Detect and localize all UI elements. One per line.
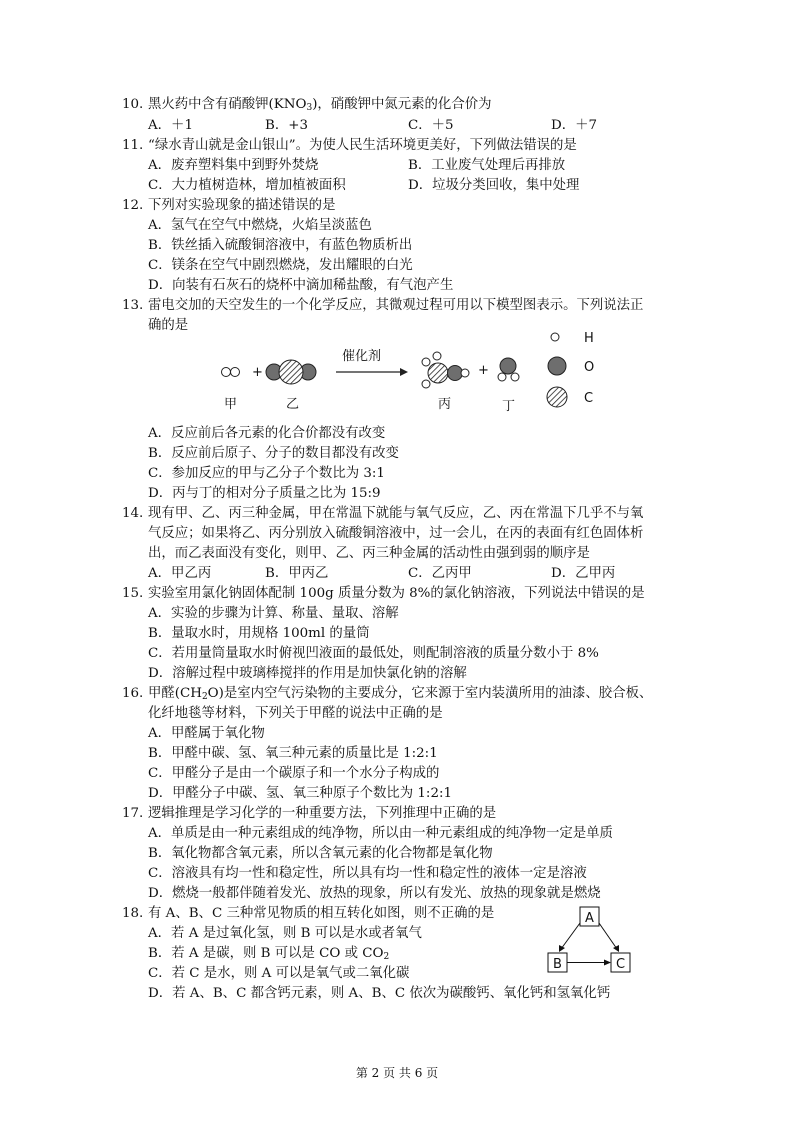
question-text-cont: 化纤地毯等材料，下列关于甲醛的说法中正确的是 xyxy=(148,706,443,721)
question-11 xyxy=(122,136,577,156)
page-footer: 第 2 页 共 6 页 xyxy=(355,1066,439,1080)
molecule-jia xyxy=(222,368,240,377)
question-text-cont: )，硝酸钾中氮元素的化合价为 xyxy=(312,97,492,112)
label-bing: 丙 xyxy=(438,397,452,412)
question-number: 12. xyxy=(122,198,144,213)
question-text-cont: 确的是 xyxy=(148,318,189,333)
arrow-head-icon xyxy=(400,368,408,376)
arrow-head-icon xyxy=(559,945,565,952)
option-c: C．溶液具有均一性和稳定性，所以具有均一性和稳定性的液体一定是溶液 xyxy=(148,866,587,881)
molecule-bing xyxy=(422,352,469,388)
question-number: 15. xyxy=(122,586,144,601)
option-b-text: B．若 A 是碳，则 B 可以是 CO 或 CO xyxy=(148,946,384,961)
legend-o-atom xyxy=(548,357,566,375)
box-c-label: C xyxy=(615,957,626,972)
option-a: A．甲醛属于氧化物 xyxy=(148,726,265,741)
option-a: A．甲乙丙 xyxy=(148,566,212,581)
question-text: 下列对实验现象的描述错误的是 xyxy=(148,198,336,213)
option-b: B．量取水时，用规格 100ml 的量筒 xyxy=(148,626,370,641)
box-b-label: B xyxy=(553,957,562,972)
option-c: C．甲醛分子是由一个碳原子和一个水分子构成的 xyxy=(148,766,440,781)
subscript: 2 xyxy=(201,692,208,702)
label-ding: 丁 xyxy=(502,399,516,414)
question-number: 11. xyxy=(122,138,144,153)
plus-sign: + xyxy=(252,365,263,380)
option-d: D．若 A、B、C 都含钙元素，则 A、B、C 依次为碳酸钙、氧化钙和氢氧化钙 xyxy=(148,986,611,1001)
question-number: 14. xyxy=(122,506,144,521)
arrow-a-to-b xyxy=(561,923,580,949)
question-text: “绿水青山就是金山银山”。为使人民生活环境更美好，下列做法错误的是 xyxy=(148,138,577,153)
arrow-a-to-c xyxy=(599,923,617,949)
option-c: C．若用量筒量取水时俯视凹液面的最低处，则配制溶液的质量分数小于 8% xyxy=(148,646,599,661)
option-c: C．大力植树造林，增加植被面积 xyxy=(148,178,346,193)
option-d: D．丙与丁的相对分子质量之比为 15:9 xyxy=(148,486,381,501)
question-text: 有 A、B、C 三种常见物质的相互转化如图，则不正确的是 xyxy=(148,906,495,921)
legend-h-label: H xyxy=(584,331,594,346)
label-jia: 甲 xyxy=(224,397,238,412)
option-a: A．反应前后各元素的化合价都没有改变 xyxy=(148,426,386,441)
option-a: A．氢气在空气中燃烧，火焰呈淡蓝色 xyxy=(148,218,372,233)
question-13 xyxy=(122,296,643,316)
question-text-cont: O)是室内空气污染物的主要成分，它来源于室内装潢所用的油漆、胶合板、 xyxy=(207,686,653,701)
option-a: A．实验的步骤为计算、称量、量取、溶解 xyxy=(148,606,399,621)
option-a: A．若 A 是过氧化氢，则 B 可以是水或者氧气 xyxy=(148,926,422,941)
option-b: B．甲醛中碳、氢、氧三种元素的质量比是 1:2:1 xyxy=(148,746,438,761)
option-d: D．垃圾分类回收，集中处理 xyxy=(408,178,580,193)
option-b: B．反应前后原子、分子的数目都没有改变 xyxy=(148,446,399,461)
option-c: C．镁条在空气中剧烈燃烧，发出耀眼的白光 xyxy=(148,258,413,273)
option-a: A．＋1 xyxy=(148,118,193,133)
arrow-head-icon xyxy=(604,960,611,966)
option-b: B．氧化物都含氧元素，所以含氧元素的化合物都是氧化物 xyxy=(148,846,493,861)
option-c: C．若 C 是水，则 A 可以是氧气或二氧化碳 xyxy=(148,966,410,981)
subscript: 2 xyxy=(383,952,390,962)
label-yi: 乙 xyxy=(286,397,300,412)
question-text: 现有甲、乙、丙三种金属，甲在常温下就能与氧气反应，乙、丙在常温下几乎不与氧 xyxy=(148,506,644,521)
question-18 xyxy=(122,904,494,924)
option-c: C．＋5 xyxy=(408,118,454,133)
catalyst-label: 催化剂 xyxy=(342,349,382,364)
option-c: C．乙丙甲 xyxy=(408,566,472,581)
legend-c-label: C xyxy=(584,391,594,406)
option-a: A．废弃塑料集中到野外焚烧 xyxy=(148,158,319,173)
subscript: 3 xyxy=(306,103,313,113)
question-text: 逻辑推理是学习化学的一种重要方法，下列推理中正确的是 xyxy=(148,806,497,821)
question-number: 10. xyxy=(122,97,144,112)
option-b: B．工业废气处理后再排放 xyxy=(408,158,566,173)
question-12 xyxy=(122,196,335,216)
arrow-head-icon xyxy=(613,945,619,952)
conversion-diagram xyxy=(545,905,635,975)
question-number: 13. xyxy=(122,298,144,313)
question-text: 实验室用氯化钠固体配制 100g 质量分数为 8%的氯化钠溶液，下列说法中错误的是 xyxy=(148,586,645,601)
option-d: D．乙甲丙 xyxy=(551,566,616,581)
option-a: A．单质是由一种元素组成的纯净物，所以由一种元素组成的纯净物一定是单质 xyxy=(148,826,613,841)
question-number: 16. xyxy=(122,686,144,701)
legend-h-atom xyxy=(551,333,559,341)
option-d: D．向装有石灰石的烧杯中滴加稀盐酸，有气泡产生 xyxy=(148,278,454,293)
option-d: D．＋7 xyxy=(551,118,598,133)
question-text: 黑火药中含有硝酸钾(KNO xyxy=(148,97,307,112)
option-b: B．铁丝插入硫酸铜溶液中，有蓝色物质析出 xyxy=(148,238,413,253)
molecule-ding xyxy=(498,358,519,381)
question-14 xyxy=(122,504,643,524)
question-17 xyxy=(122,804,496,824)
option-d: D．燃烧一般都伴随着发光、放热的现象，所以有发光、放热的现象就是燃烧 xyxy=(148,886,601,901)
question-number: 18. xyxy=(122,906,144,921)
question-10 xyxy=(122,95,492,118)
molecule-yi xyxy=(266,360,316,384)
plus-sign: + xyxy=(478,363,489,378)
question-number: 17. xyxy=(122,806,144,821)
question-text-cont: 气反应；如果将乙、丙分别放入硫酸铜溶液中，过一会儿，在丙的表面有红色固体析 xyxy=(148,526,644,541)
question-15 xyxy=(122,584,645,604)
option-d: D．溶解过程中玻璃棒搅拌的作用是加快氯化钠的溶解 xyxy=(148,666,467,681)
legend-o-label: O xyxy=(584,360,595,375)
question-text-cont: 出，而乙表面没有变化，则甲、乙、丙三种金属的活动性由强到弱的顺序是 xyxy=(148,546,590,561)
legend-c-atom xyxy=(547,387,567,407)
question-text: 甲醛(CH xyxy=(148,686,202,701)
reaction-model-figure xyxy=(210,328,630,420)
option-c: C．参加反应的甲与乙分子个数比为 3:1 xyxy=(148,466,385,481)
option-d: D．甲醛分子中碳、氢、氧三种原子个数比为 1:2:1 xyxy=(148,786,452,801)
option-b: B．甲丙乙 xyxy=(265,566,329,581)
box-a-label: A xyxy=(585,911,594,926)
question-text: 雷电交加的天空发生的一个化学反应，其微观过程可用以下模型图表示。下列说法正 xyxy=(148,298,644,313)
option-b: B．+3 xyxy=(265,118,308,133)
